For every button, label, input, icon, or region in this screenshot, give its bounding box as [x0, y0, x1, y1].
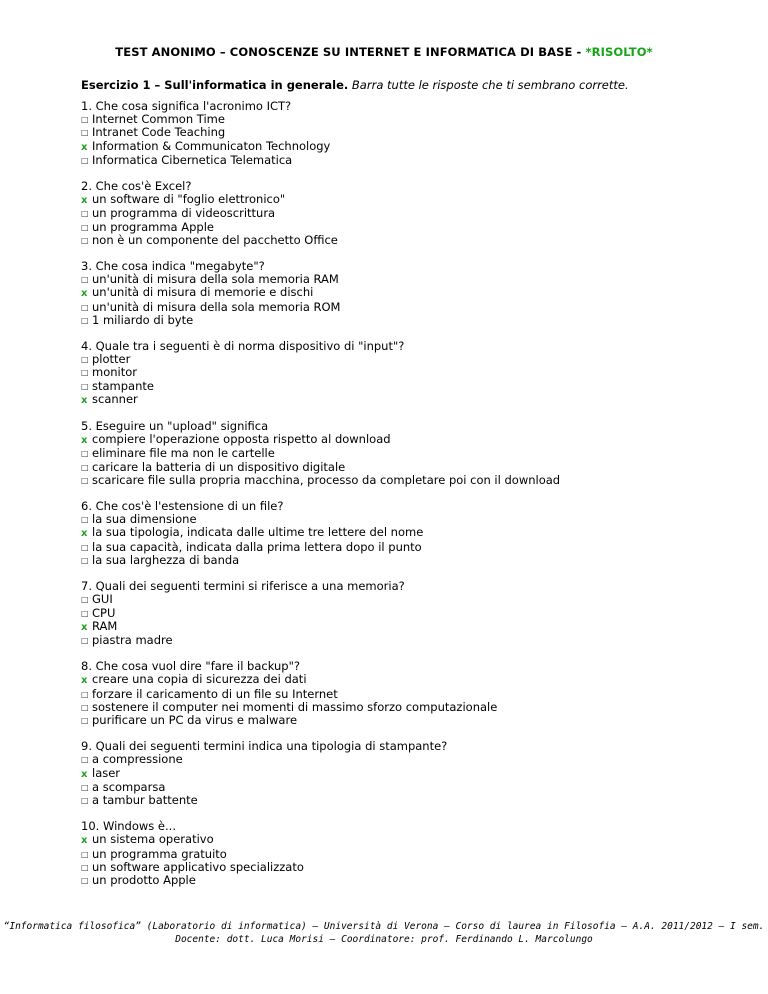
answer-text: forzare il caricamento di un file su Internet [92, 686, 338, 701]
answer-text: un prodotto Apple [92, 872, 196, 887]
answer-option-correct [81, 833, 721, 847]
checkbox-icon[interactable]: □ [81, 368, 89, 378]
answer-option-correct [81, 526, 721, 540]
question-text: 2. Che cos'è Excel? [81, 179, 192, 194]
check-mark-icon[interactable]: x [81, 288, 88, 300]
checkbox-icon[interactable]: □ [81, 755, 89, 765]
answer-option-correct [81, 433, 721, 447]
answer-text: stampante [92, 378, 154, 393]
question-text: 6. Che cos'è l'estensione di un file? [81, 499, 284, 514]
checkbox-icon[interactable]: □ [81, 608, 89, 618]
checkbox-icon[interactable]: □ [81, 862, 89, 872]
answer-option [81, 366, 721, 379]
question-block [81, 340, 721, 407]
answer-text: compiere l'operazione opposta rispetto al download [92, 432, 391, 447]
question-text: 9. Quali dei seguenti termini indica una tipologia di stampante? [81, 739, 448, 754]
answer-option-correct [81, 140, 721, 154]
answer-option-correct [81, 193, 721, 207]
question-block [81, 820, 721, 887]
question-text: 5. Eseguire un "upload" significa [81, 419, 269, 434]
question-text: 4. Quale tra i seguenti è di norma dispositivo di "input"? [81, 339, 405, 354]
check-mark-icon[interactable]: x [81, 141, 88, 153]
answer-text: 1 miliardo di byte [92, 312, 194, 327]
answer-option-correct [81, 286, 721, 300]
answer-option [81, 554, 721, 567]
checkbox-icon[interactable]: □ [81, 128, 89, 138]
answer-text: a tambur battente [92, 792, 198, 807]
answer-text: a scomparsa [92, 779, 166, 794]
answer-option [81, 154, 721, 167]
check-mark-icon[interactable]: x [81, 435, 88, 447]
checkbox-icon[interactable]: □ [81, 209, 89, 219]
answer-text: RAM [92, 618, 118, 633]
answer-text: piastra madre [92, 632, 173, 647]
answer-text: un programma Apple [92, 219, 214, 234]
answer-text: sostenere il computer nei momenti di massimo sforzo computazionale [92, 699, 498, 714]
answer-text: un'unità di misura della sola memoria RAM [92, 272, 339, 287]
checkbox-icon[interactable]: □ [81, 689, 89, 699]
solved-label: *RISOLTO* [585, 45, 653, 59]
checkbox-icon[interactable]: □ [81, 381, 89, 391]
answer-option [81, 634, 721, 647]
check-mark-icon[interactable]: x [81, 195, 88, 207]
question-block [81, 660, 721, 727]
answer-text: monitor [92, 365, 137, 380]
checkbox-icon[interactable]: □ [81, 449, 89, 459]
answer-option [81, 234, 721, 247]
answer-text: non è un componente del pacchetto Office [92, 232, 338, 247]
checkbox-icon[interactable]: □ [81, 115, 89, 125]
checkbox-icon[interactable]: □ [81, 555, 89, 565]
answer-text: caricare la batteria di un dispositivo digitale [92, 459, 346, 474]
check-mark-icon[interactable]: x [81, 394, 88, 406]
footer-line-1: “Informatica filosofica” (Laboratorio di informatica) – Università di Verona – Corso di laurea in Filosofia – A.A. 2011/2012 – I sem. [3, 921, 765, 932]
question-block [81, 180, 721, 247]
answer-option-correct [81, 673, 721, 687]
document-title [0, 45, 768, 59]
answer-text: GUI [92, 592, 113, 607]
answer-text: plotter [92, 352, 131, 367]
check-mark-icon[interactable]: x [81, 768, 88, 780]
question-block [81, 420, 721, 487]
answer-text: eliminare file ma non le cartelle [92, 446, 275, 461]
question-block [81, 260, 721, 327]
checkbox-icon[interactable]: □ [81, 542, 89, 552]
question-list [81, 100, 721, 900]
answer-option [81, 607, 721, 620]
footer-line-2: Docente: dott. Luca Morisi – Coordinatore: prof. Ferdinando L. Marcolungo [175, 934, 593, 945]
answer-text: laser [92, 765, 121, 780]
checkbox-icon[interactable]: □ [81, 355, 89, 365]
question-text: 1. Che cosa significa l'acronimo ICT? [81, 99, 292, 113]
question-block [81, 500, 721, 567]
answer-text: Informatica Cibernetica Telematica [92, 152, 293, 167]
answer-text: la sua dimensione [92, 512, 197, 527]
question-text: 7. Quali dei seguenti termini si riferisce a una memoria? [81, 579, 405, 594]
answer-option [81, 714, 721, 727]
answer-option-correct [81, 767, 721, 781]
question-text: 3. Che cosa indica "megabyte"? [81, 259, 265, 274]
checkbox-icon[interactable]: □ [81, 875, 89, 885]
checkbox-icon[interactable]: □ [81, 302, 89, 312]
answer-option-correct [81, 393, 721, 407]
answer-option [81, 353, 721, 366]
checkbox-icon[interactable]: □ [81, 475, 89, 485]
answer-text: la sua tipologia, indicata dalle ultime tre lettere del nome [92, 525, 424, 540]
answer-text: un'unità di misura della sola memoria ROM [92, 299, 341, 314]
checkbox-icon[interactable]: □ [81, 315, 89, 325]
answer-text: scanner [92, 391, 138, 406]
checkbox-icon[interactable]: □ [81, 595, 89, 605]
answer-text: un software di "foglio elettronico" [92, 192, 286, 207]
checkbox-icon[interactable]: □ [81, 635, 89, 645]
answer-text: la sua capacità, indicata dalla prima lettera dopo il punto [92, 539, 422, 554]
question-block [81, 740, 721, 807]
checkbox-icon[interactable]: □ [81, 235, 89, 245]
answer-option [81, 593, 721, 606]
checkbox-icon[interactable]: □ [81, 795, 89, 805]
answer-text: Internet Common Time [92, 112, 225, 127]
title-main: TEST ANONIMO – CONOSCENZE SU INTERNET E INFORMATICA DI BASE - [115, 45, 586, 59]
question-text: 8. Che cosa vuol dire "fare il backup"? [81, 659, 301, 674]
checkbox-icon[interactable]: □ [81, 515, 89, 525]
answer-option [81, 474, 721, 487]
exercise-title: Esercizio 1 – Sull'informatica in generale. [81, 78, 349, 92]
checkbox-icon[interactable]: □ [81, 849, 89, 859]
checkbox-icon[interactable]: □ [81, 702, 89, 712]
answer-text: un programma gratuito [92, 846, 227, 861]
checkbox-icon[interactable]: □ [81, 155, 89, 165]
checkbox-icon[interactable]: □ [81, 462, 89, 472]
answer-text: un'unità di misura di memorie e dischi [92, 285, 314, 300]
answer-text: purificare un PC da virus e malware [92, 712, 298, 727]
answer-option [81, 753, 721, 766]
check-mark-icon[interactable]: x [81, 528, 88, 540]
question-block [81, 580, 721, 647]
answer-option [81, 314, 721, 327]
question-block [81, 100, 721, 167]
checkbox-icon[interactable]: □ [81, 275, 89, 285]
answer-text: Information & Communicaton Technology [92, 138, 331, 153]
page-footer [0, 920, 768, 946]
answer-text: scaricare file sulla propria macchina, processo da completare poi con il download [92, 472, 561, 487]
answer-option [81, 874, 721, 887]
answer-text: un software applicativo specializzato [92, 859, 304, 874]
answer-text: la sua larghezza di banda [92, 552, 240, 567]
answer-text: a compressione [92, 752, 183, 767]
exercise-heading [81, 78, 629, 92]
answer-text: Intranet Code Teaching [92, 125, 226, 140]
answer-text: CPU [92, 605, 116, 620]
checkbox-icon[interactable]: □ [81, 782, 89, 792]
answer-option [81, 794, 721, 807]
check-mark-icon[interactable]: x [81, 621, 88, 633]
check-mark-icon[interactable]: x [81, 675, 88, 687]
answer-option [81, 380, 721, 393]
exercise-instruction: Barra tutte le risposte che ti sembrano corrette. [351, 78, 629, 92]
answer-text: creare una copia di sicurezza dei dati [92, 672, 307, 687]
check-mark-icon[interactable]: x [81, 835, 88, 847]
question-text: 10. Windows è... [81, 819, 176, 834]
answer-text: un sistema operativo [92, 832, 214, 847]
checkbox-icon[interactable]: □ [81, 715, 89, 725]
answer-text: un programma di videoscrittura [92, 206, 276, 221]
checkbox-icon[interactable]: □ [81, 222, 89, 232]
answer-option-correct [81, 620, 721, 634]
